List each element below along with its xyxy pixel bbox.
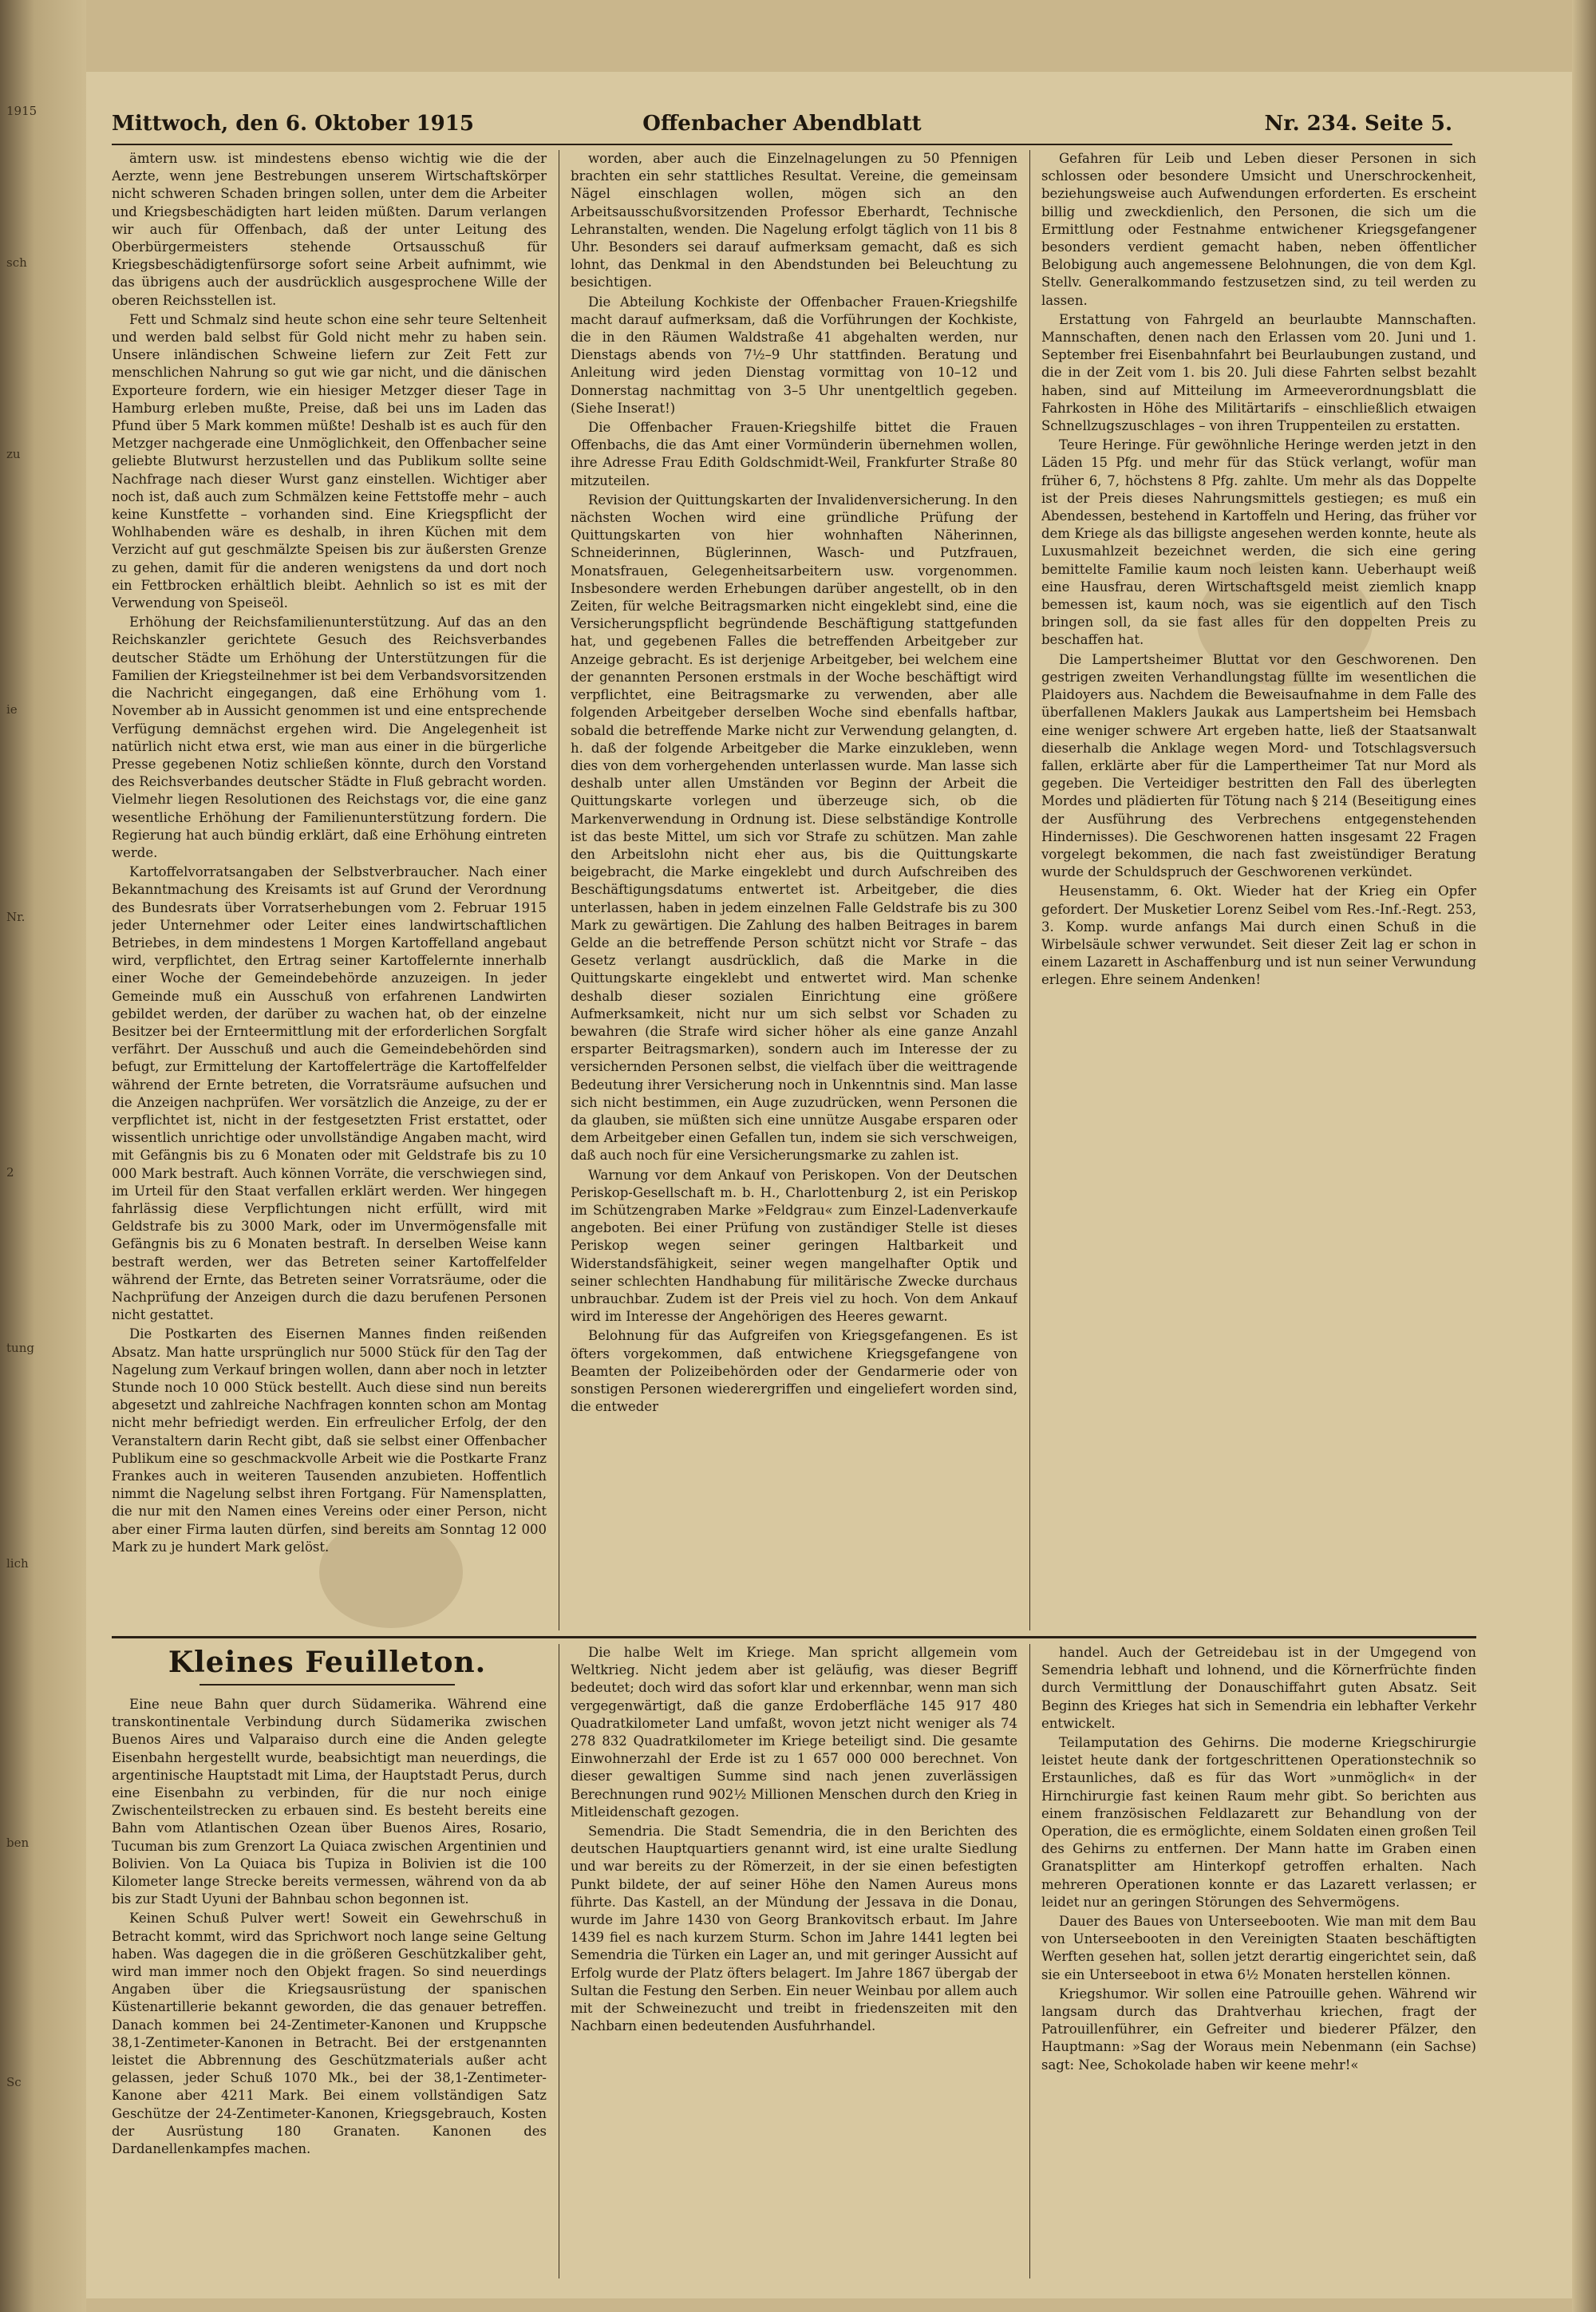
column-divider	[1029, 1644, 1030, 2278]
margin-fragment: Nr.	[6, 910, 26, 924]
margin-fragment: 2	[6, 1165, 14, 1180]
article-paragraph: Warnung vor dem Ankauf von Periskopen. Von der Deutschen Periskop-Gesellschaft m. b. H., Charlottenburg 2, ist ein Periskop im Schützengraben Marke »Feldgrau« zum Einzel-Ladenverkaufe angeboten. Bei einer Prüfung von zuständiger Stelle ist dieses Periskop wegen seiner geringen Haltbarkeit und Widerstandsfähigkeit, seiner wegen mangelhafter Optik und seiner schlechten Handhabung für militärische Zwecke durchaus unbrauchbar. Zudem ist der Preis viel zu hoch. Von dem Ankauf wird im Interesse der Angehörigen des Heeres gewarnt.	[571, 1167, 1017, 1325]
article-paragraph: Revision der Quittungskarten der Invalidenversicherung. In den nächsten Wochen wird eine gründliche Prüfung der Quittungskarten von hier wohnhaften Näherinnen, Schneiderinnen, Büglerinnen, Wasch- und Putzfrauen, Monatsfrauen, Gelegenheitsarbeitern usw. vorgenommen. Insbesondere werden Erhebungen darüber angestellt, ob in den Zeiten, für welche Beitragsmarken nicht eingeklebt sind, eine die Versicherungspflicht begründende Beschäftigung stattgefunden hat, und gegebenen Falles die betreffenden Arbeitgeber zur Anzeige gebracht. Es ist derjenige Arbeitgeber, bei welchem eine der genannten Personen erstmals in der Woche beschäftigt wird verpflichtet, eine Beitragsmarke zu verwenden, aber alle folgenden Arbeitgeber derselben Woche sind ebenfalls haftbar, sobald die betreffende Marke nicht zur Verwendung gelangten, d. h. daß der folgende Arbeitgeber die Marke einzukleben, wenn dies von dem vorhergehenden unterlassen wurde. Man lasse sich deshalb unter allen Umständen vor Beginn der Arbeit die Quittungskarte vorlegen und überzeuge sich, ob die Markenverwendung in Ordnung ist. Diese selbständige Kontrolle ist das beste Mittel, um sich vor Strafe zu schützen. Man zahle den Arbeitslohn nicht eher aus, bis die Quittungskarte beigebracht, die Marke eingeklebt und durch Aufschreiben des Beschäftigungsdatums entwertet ist. Arbeitgeber, die dies unterlassen, haben in jedem einzelnen Falle Geldstrafe bis zu 300 Mark zu gewärtigen. Die Zahlung des halben Beitrages in barem Gelde an die betreffende Person schützt nicht vor Strafe – das Gesetz verlangt ausdrücklich, daß die Marke in die Quittungskarte eingeklebt und entwertet wird. Man schenke deshalb dieser sozialen Einrichtung eine größere Aufmerksamkeit, nicht nur um sich selbst vor Schaden zu bewahren (die Strafe wird sicher höher als eine ganze Anzahl ersparter Beitragsmarken), sondern auch im Interesse der zu versichernden Personen selbst, die vielfach über die weittragende Bedeutung ihrer Versicherung noch in Unkenntnis sind. Man lasse sich nicht bestimmen, ein Auge zuzudrücken, wenn Personen die da glauben, sie müßten sich eine unnütze Ausgabe ersparen oder dem Arbeitgeber einen Gefallen tun, indem sie sich verschweigen, daß auch noch für eine Versicherungsmarke zu zahlen ist.	[571, 492, 1017, 1164]
header-date: Mittwoch, den 6. Oktober 1915	[112, 112, 474, 136]
column-3	[1041, 150, 1476, 1630]
feuilleton-column-1	[112, 1696, 547, 2278]
page-header	[112, 112, 1452, 145]
feuilleton-underline	[200, 1684, 455, 1686]
margin-fragment: sch	[6, 255, 27, 270]
feuilleton-paragraph: Die halbe Welt im Kriege. Man spricht allgemein vom Weltkrieg. Nicht jedem aber ist geläufig, was dieser Begriff bedeutet; doch wird das sofort klar und erkennbar, wenn man sich vergegenwärtigt, daß die ganze Erdoberfläche 145 917 480 Quadratkilometer Land umfaßt, wovon jetzt nicht weniger als 74 278 832 Quadratkilometer im Kriege beteiligt sind. Die gesamte Einwohnerzahl der Erde ist zu 1 657 000 000 berechnet. Von dieser gewaltigen Summe sind nach jenen zuverlässigen Berechnungen rund 902½ Millionen Menschen durch den Krieg in Mitleidenschaft gezogen.	[571, 1645, 1017, 1820]
column-2	[571, 150, 1017, 1630]
feuilleton-paragraph: Teilamputation des Gehirns. Die moderne Kriegschirurgie leistet heute dank der fortgeschrittenen Operationstechnik so Erstaunliches, daß es für das Wort »unmöglich« in der Hirnchirurgie fast keinen Raum mehr gibt. So berichten aus einem französischen Feldlazarett zur Behandlung von der Operation, die es ermöglichte, einem Soldaten einen großen Teil des Gehirns zu entfernen. Der Mann hatte im Graben einen Granatsplitter am Hinterkopf getroffen erhalten. Nach mehreren Operationen konnte er das Lazarett verlassen; er leidet nur an geringen Störungen des Sehvermögens.	[1041, 1735, 1476, 1910]
header-paper-name: Offenbacher Abendblatt	[642, 112, 922, 136]
feuilleton-column-2	[571, 1644, 1017, 2278]
margin-fragment: Sc	[6, 2075, 22, 2089]
margin-fragment: ben	[6, 1836, 30, 1850]
margin-fragment: tung	[6, 1341, 34, 1355]
article-paragraph: Teure Heringe. Für gewöhnliche Heringe werden jetzt in den Läden 15 Pfg. und mehr für das Stück verlangt, wofür man früher 6, 7, höchstens 8 Pfg. zahlte. Um mehr als das Doppelte ist der Preis dieses Nahrungsmittels gestiegen; es muß ein Abendessen, bestehend in Kartoffeln und Hering, das früher vor dem Kriege als das billigste angesehen werden konnte, heute als Luxusmahlzeit bezeichnet werden, die sich eine gering bemittelte Familie kaum noch leisten kann. Ueberhaupt weiß eine Hausfrau, deren Wirtschaftsgeld meist ziemlich knapp bemessen ist, kaum noch, was sie eigentlich auf den Tisch bringen soll, da sie fast alles für den doppelten Preis zu beschaffen hat.	[1041, 437, 1476, 648]
article-paragraph: ämtern usw. ist mindestens ebenso wichtig wie die der Aerzte, wenn jene Bestrebungen unserem Wirtschaftskörper nicht schweren Schaden bringen sollen, unter dem die Arbeiter und Kriegsbeschädigten hart leiden müßten. Darum verlangen wir auch für Offenbach, daß der unter Leitung des Oberbürgermeisters stehende Ortsausschuß für Kriegsbeschädigtenfürsorge sofort seine Arbeit aufnimmt, wie das übrigens auch der ausdrücklich ausgesprochene Wille der oberen Reichsstellen ist.	[112, 151, 547, 308]
article-paragraph: Die Abteilung Kochkiste der Offenbacher Frauen-Kriegshilfe macht darauf aufmerksam, daß die Vorführungen der Kochkiste, die in den Räumen Waldstraße 41 abgehalten werden, nur Dienstags abends von 7½–9 Uhr stattfinden. Beratung und Anleitung wird jeden Dienstag vormittag von 10–12 und Donnerstag nachmittag von 3–5 Uhr unentgeltlich gegeben. (Siehe Inserat!)	[571, 294, 1017, 416]
right-page-edge	[1572, 0, 1596, 2312]
feuilleton-title: Kleines Feuilleton.	[168, 1646, 487, 1679]
article-paragraph: Gefahren für Leib und Leben dieser Personen in sich schlossen oder besondere Umsicht und Unerschrockenheit, beziehungsweise auch Aufwendungen erforderten. Es erscheint billig und zweckdienlich, den Personen, die sich um die Ermittlung oder Festnahme entwichener Kriegsgefangener besonders verdient gemacht haben, neben öffentlicher Belobigung auch angemessene Belohnungen, die von dem Kgl. Stellv. Generalkommando festzusetzen sind, zu teil werden zu lassen.	[1041, 151, 1476, 308]
article-paragraph: Kartoffelvorratsangaben der Selbstverbraucher. Nach einer Bekanntmachung des Kreisamts ist auf Grund der Verordnung des Bundesrats über Vorratserhebungen vom 2. Februar 1915 jeder Unternehmer oder Leiter eines landwirtschaftlichen Betriebes, in dem mindestens 1 Morgen Kartoffelland angebaut wird, verpflichtet, den Ertrag seiner Kartoffelernte innerhalb einer Woche der Gemeindebehörde anzuzeigen. In jeder Gemeinde muß ein Ausschuß von erfahrenen Landwirten gebildet werden, der darüber zu wachen hat, ob der einzelne Besitzer bei der Ernteermittlung mit der erforderlichen Sorgfalt verfährt. Der Ausschuß und auch die Gemeindebehörden sind befugt, zur Ermittelung der Kartoffelerträge die Kartoffelfelder während der Ernte betreten, die Vorratsräume aufsuchen und die Anzeigen nachprüfen. Wer vorsätzlich die Anzeige, zu der er verpflichtet ist, nicht in der festgesetzten Frist erstattet, oder wissentlich unrichtige oder unvollständige Angaben macht, wird mit Gefängnis bis zu 6 Monaten oder mit Geldstrafe bis zu 10 000 Mark bestraft. Auch können Vorräte, die verschwiegen sind, im Urteil für den Staat verfallen erklärt werden. Wer hingegen fahrlässig diese Verpflichtungen nicht erfüllt, wird mit Geldstrafe bis zu 3000 Mark, oder im Unvermögensfalle mit Gefängnis bis zu 6 Monaten bestraft. In derselben Weise kann bestraft werden, wer das Betreten seiner Kartoffelfelder während der Ernte, das Betreten seiner Vorratsräume, oder die Nachprüfung der Anzeigen durch die dazu berufenen Personen nicht gestattet.	[112, 864, 547, 1323]
article-paragraph: worden, aber auch die Einzelnagelungen zu 50 Pfennigen brachten ein sehr stattliches Resultat. Vereine, die gemeinsam Nägel einschlagen wollen, mögen sich an den Arbeitsausschußvorsitzenden Professor Eberhardt, Technische Lehranstalten, wenden. Die Nagelung erfolgt täglich von 11 bis 8 Uhr. Besonders sei darauf aufmerksam gemacht, daß es sich lohnt, das Denkmal in den Abendstunden bei Beleuchtung zu besichtigen.	[571, 151, 1017, 290]
feuilleton-paragraph: handel. Auch der Getreidebau ist in der Umgegend von Semendria lebhaft und lohnend, und die Körnerfrüchte finden durch Vermittlung der Donauschiffahrt guten Absatz. Seit Beginn des Krieges hat sich in Semendria ein lebhafter Verkehr entwickelt.	[1041, 1645, 1476, 1731]
feuilleton-paragraph: Eine neue Bahn quer durch Südamerika. Während eine transkontinentale Verbindung durch Südamerika zwischen Buenos Aires und Valparaiso durch eine die Anden gelegte Eisenbahn hergestellt wurde, beabsichtigt man neuerdings, die argentinische Hauptstadt mit Lima, der Hauptstadt Perus, durch eine Eisenbahn zu verbinden, für die nur noch einige Zwischenteilstrecken zu erbauen sind. Es besteht bereits eine Bahn vom Atlantischen Ozean über Buenos Aires, Rosario, Tucuman bis zum Grenzort La Quiaca zwischen Argentinien und Bolivien. Von La Quiaca bis Tupiza in Bolivien ist die 100 Kilometer lange Strecke bereits vermessen, während von da ab bis zur Stadt Uyuni der Bahnbau schon begonnen ist.	[112, 1697, 547, 1907]
header-issue-page: Nr. 234. Seite 5.	[1264, 112, 1452, 136]
feuilleton-paragraph: Semendria. Die Stadt Semendria, die in den Berichten des deutschen Hauptquartiers genannt wird, ist eine uralte Siedlung und war bereits zu der Römerzeit, in der sie einen befestigten Punkt bildete, der auf seiner Höhe den Namen Aureus mons führte. Das Kastell, an der Mündung der Jessava in die Donau, wurde im Jahre 1430 von Georg Brankovitsch erbaut. Im Jahre 1439 fiel es nach kurzem Sturm. Schon im Jahre 1441 legten bei Semendria die Türken ein Lager an, und mit geringer Aussicht auf Erfolg wurde der Platz öfters belagert. Im Jahre 1867 übergab der Sultan die Festung den Serben. Ein neuer Weinbau por allem auch mit der Schweinezucht und treibt in friedenszeiten mit den Nachbarn einen bedeutenden Ausfuhrhandel.	[571, 1824, 1017, 2034]
article-paragraph: Die Postkarten des Eisernen Mannes finden reißenden Absatz. Man hatte ursprünglich nur 5000 Stück für den Tag der Nagelung zum Verkauf bringen wollen, dann aber noch in letzter Stunde noch 10 000 Stück bestellt. Auch diese sind nun bereits abgesetzt und zahlreiche Nachfragen konnten schon am Montag nicht mehr befriedigt werden. Ein erfreulicher Erfolg, der den Veranstaltern darin Recht gibt, daß sie selbst einer Offenbacher Publikum eine so geschmackvolle Arbeit wie die Postkarte Franz Frankes auch in weiteren Tausenden anzubieten. Hoffentlich nimmt die Nagelung selbst ihren Fortgang. Für Namensplatten, die nur mit den Namen eines Vereins oder einer Person, nicht aber einer Firma lauten dürfen, sind bereits am Sonntag 12 000 Mark zu je hundert Mark gelöst.	[112, 1326, 547, 1555]
column-1	[112, 150, 547, 1630]
column-divider	[1029, 150, 1030, 1630]
feuilleton-paragraph: Dauer des Baues von Unterseebooten. Wie man mit dem Bau von Unterseebooten in den Vereinigten Staaten beschäftigten Werften gesehen hat, sollen jetzt derartig eingerichtet sein, daß sie ein Unterseeboot in etwa 6½ Monaten herstellen können.	[1041, 1914, 1476, 1982]
article-paragraph: Belohnung für das Aufgreifen von Kriegsgefangenen. Es ist öfters vorgekommen, daß entwichene Kriegsgefangene von Beamten der Polizeibehörden oder der Gendarmerie oder von sonstigen Personen wiederergriffen und eingeliefert worden sind, die entweder	[571, 1328, 1017, 1415]
left-page-margin	[0, 0, 86, 2312]
feuilleton-paragraph: Keinen Schuß Pulver wert! Soweit ein Gewehrschuß in Betracht kommt, wird das Sprichwort noch lange seine Geltung haben. Was dagegen die in die größeren Geschützkaliber geht, wird man immer noch den Objekt fragen. So sind neuerdings Angaben über die Kriegsausrüstung der spanischen Küstenartillerie bekannt geworden, die das genauer betreffen. Danach kommen bei 24-Zentimeter-Kanonen und Kruppsche 38,1-Zentimeter-Kanonen in Betracht. Bei der erstgenannten leistet die Abbrennung des Geschützmaterials außer acht gelassen, jeder Schuß 1070 Mk., bei der 38,1-Zentimeter-Kanone aber 4211 Mark. Bei einem vollständigen Satz Geschütze der 24-Zentimeter-Kanonen, Kriegsgebrauch, Kosten der Ausrüstung 180 Granaten. Kanonen des Dardanellenkampfes machen.	[112, 1911, 547, 2157]
margin-fragment: 1915	[6, 104, 38, 118]
feuilleton-column-3	[1041, 1644, 1476, 2278]
article-paragraph: Fett und Schmalz sind heute schon eine sehr teure Seltenheit und werden bald selbst für Gold nicht mehr zu haben sein. Unsere inländischen Schweine liefern zur Zeit Fett zur menschlichen Nahrung so gut wie gar nicht, und die dänischen Exporteure fordern, wie ein hiesiger Metzger dieser Tage in Hamburg erleben mußte, Preise, daß bei uns im Laden das Pfund über 5 Mark kommen müßte! Deshalb ist es auch für den Metzger nachgerade eine Unmöglichkeit, den Offenbacher seine geliebte Blutwurst herzustellen und das Publikum sollte seine Nachfrage nach dieser Wurst ganz einstellen. Wichtiger aber noch ist, daß auch zum Schmälzen keine Fettstoffe mehr – auch keine Kunstfette – vorhanden sind. Eine Kriegspflicht der Wohlhabenden wäre es deshalb, in ihren Küchen mit dem Verzicht auf gut geschmälzte Speisen bis zur äußersten Grenze zu gehen, damit für die anderen wenigstens da und dort noch ein Fettbrocken erhältlich bleibt. Aehnlich so ist es mit der Verwendung von Speiseöl.	[112, 311, 547, 611]
margin-fragment: ie	[6, 702, 18, 717]
margin-fragment: zu	[6, 447, 21, 461]
article-paragraph: Erstattung von Fahrgeld an beurlaubte Mannschaften. Mannschaften, denen nach den Erlassen vom 20. Juni und 1. September frei Eisenbahnfahrt bei Beurlaubungen zustand, und die in der Zeit vom 1. bis 20. Juli diese Fahrten selbst bezahlt haben, sind auf Mitteilung im Armeeverordnungsblatt die Fahrkosten in Höhe des Militärtarifs – einschließlich etwaigen Schnellzugszuschlages – von ihren Truppenteilen zu erstatten.	[1041, 311, 1476, 434]
article-paragraph: Erhöhung der Reichsfamilienunterstützung. Auf das an den Reichskanzler gerichtete Gesuch des Reichsverbandes deutscher Städte um Erhöhung der Unterstützungen für die Familien der Kriegsteilnehmer ist bei dem Verbandsvorsitzenden die Nachricht eingegangen, daß eine Erhöhung vom 1. November ab in Aussicht genommen ist und eine entsprechende Verfügung demnächst ergehen wird. Die Angelegenheit ist natürlich nicht etwa erst, wie man aus einer in die bürgerliche Presse gegebenen Notiz schließen könnte, durch den Vorstand des Reichsverbandes deutscher Städte in Fluß gebracht worden. Vielmehr liegen Resolutionen des Reichstags vor, die eine ganz wesentliche Erhöhung der Familienunterstützung fordern. Die Regierung hat auch bündig erklärt, daß eine Erhöhung eintreten werde.	[112, 615, 547, 860]
article-paragraph: Die Offenbacher Frauen-Kriegshilfe bittet die Frauen Offenbachs, die das Amt einer Vormünderin übernehmen wollen, ihre Adresse Frau Edith Goldschmidt-Weil, Frankfurter Straße 80 mitzuteilen.	[571, 420, 1017, 488]
section-divider	[112, 1636, 1476, 1638]
margin-fragment: lich	[6, 1556, 29, 1571]
article-paragraph: Die Lampertsheimer Bluttat vor den Geschworenen. Den gestrigen zweiten Verhandlungstag füllte im wesentlichen die Plaidoyers aus. Nachdem die Beweisaufnahme in dem Falle des überfallenen Maklers Jaukak aus Lampertsheim bei Hemsbach eine weniger schwere Art ergeben hatte, ließ der Staatsanwalt dieserhalb die Anklage wegen Mord- und Totschlagsversuch fallen, erklärte aber für die Lampertheimer Tat nur Mord als gegeben. Die Verteidiger bestritten den Fall des überlegten Mordes und plädierten für Tötung nach § 214 (Beseitigung eines der Ausführung des Verbrechens entgegenstehenden Hindernisses). Die Geschworenen hatten insgesamt 22 Fragen vorgelegt bekommen, die nach fast zweistündiger Beratung wurde der Schuldspruch der Geschworenen verkündet.	[1041, 651, 1476, 880]
article-paragraph: Heusenstamm, 6. Okt. Wieder hat der Krieg ein Opfer gefordert. Der Musketier Lorenz Seibel vom Res.-Inf.-Regt. 253, 3. Komp. wurde anfangs Mai durch einen Schuß in die Wirbelsäule schwer verwundet. Seit dieser Zeit lag er schon in einem Lazarett in Aschaffenburg und ist nun seiner Verwundung erlegen. Ehre seinem Andenken!	[1041, 883, 1476, 988]
feuilleton-paragraph: Kriegshumor. Wir sollen eine Patrouille gehen. Während wir langsam durch das Drahtverhau kriechen, fragt der Patrouillenführer, ein Gefreiter und biederer Pfälzer, den Hauptmann: »Sag der Woraus mein Nebenmann (ein Sachse) sagt: Nee, Schokolade haben wir keene mehr!«	[1041, 1986, 1476, 2073]
